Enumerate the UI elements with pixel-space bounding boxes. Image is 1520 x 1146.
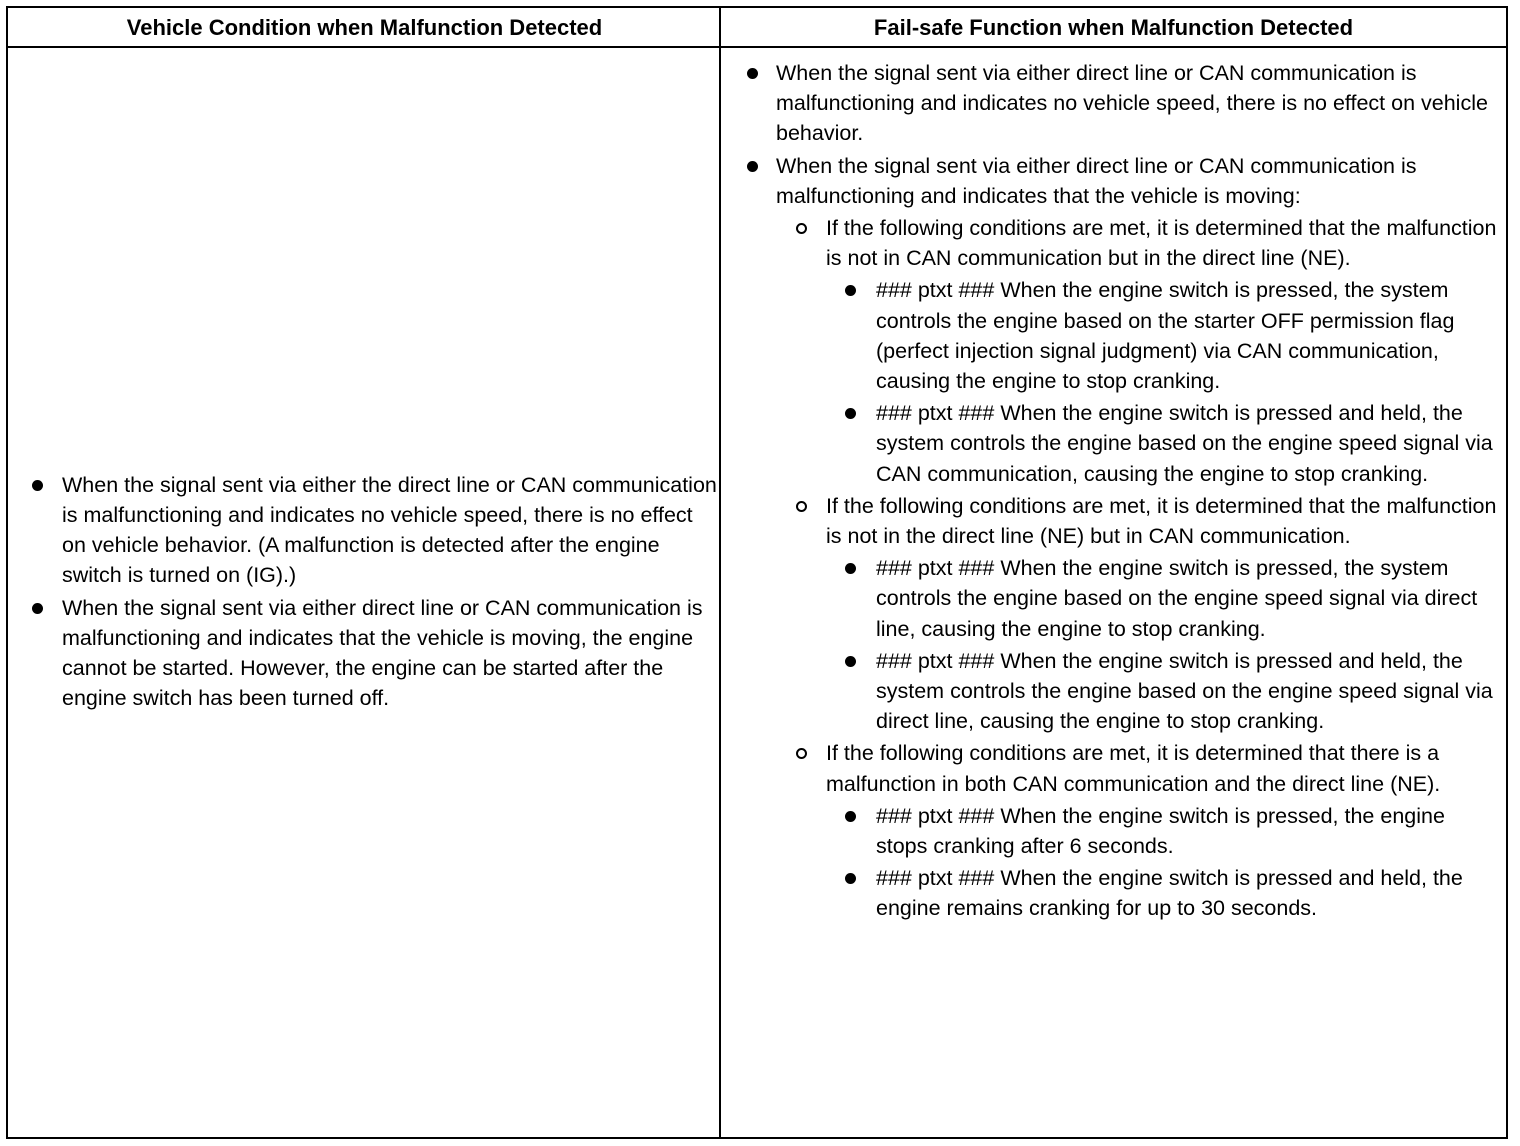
vehicle-condition-cell bbox=[8, 48, 719, 1137]
list-item-text: When the signal sent via either direct line or CAN communication is malfunctioning and indicates that the vehicle is moving, the engine cannot be started. However, the engine can be started after the engine switch has been turned off. bbox=[62, 595, 703, 711]
sub-list-item bbox=[733, 275, 1500, 396]
hollow-bullet-icon bbox=[796, 748, 807, 759]
vehicle-condition-list bbox=[18, 470, 717, 716]
bullet-icon bbox=[845, 563, 856, 574]
sub-list-item-text: ### ptxt ### When the engine switch is pressed, the system controls the engine based on the starter OFF permission flag (perfect injection signal judgment) via CAN communication, causing the engine to stop cranking. bbox=[876, 278, 1455, 394]
list-item-text: When the signal sent via either the direct line or CAN communication is malfunctioning and indicates no vehicle speed, there is no effect on vehicle behavior. (A malfunction is detected after the engine switch is turned on (IG).) bbox=[62, 472, 717, 588]
fail-safe-function-cell bbox=[721, 48, 1506, 926]
sub-list-item-text: ### ptxt ### When the engine switch is pressed and held, the system controls the engine based on the engine speed signal via CAN communication, causing the engine to stop cranking. bbox=[876, 401, 1493, 486]
sub-list-item-text: ### ptxt ### When the engine switch is pressed, the system controls the engine based on the engine speed signal via direct line, causing the engine to stop cranking. bbox=[876, 556, 1478, 641]
condition-text: If the following conditions are met, it is determined that there is a malfunction in both CAN communication and the direct line (NE). bbox=[826, 741, 1441, 796]
bullet-icon bbox=[845, 285, 856, 296]
fail-safe-table bbox=[6, 6, 1508, 1139]
bullet-icon bbox=[747, 68, 758, 79]
bullet-icon bbox=[845, 811, 856, 822]
list-item bbox=[733, 151, 1500, 211]
sub-list-item-text: ### ptxt ### When the engine switch is pressed, the engine stops cranking after 6 seconds. bbox=[876, 803, 1445, 859]
list-item bbox=[733, 58, 1500, 149]
sub-list-item bbox=[733, 398, 1500, 489]
bullet-icon bbox=[747, 161, 758, 172]
list-item-text: When the signal sent via either direct line or CAN communication is malfunctioning and indicates that the vehicle is moving: bbox=[776, 153, 1417, 208]
bullet-icon bbox=[845, 408, 856, 419]
list-item bbox=[18, 470, 717, 591]
bullet-icon bbox=[32, 480, 43, 491]
fail-safe-list bbox=[733, 58, 1500, 924]
condition-text: If the following conditions are met, it is determined that the malfunction is not in the direct line (NE) but in CAN communication. bbox=[826, 493, 1497, 549]
bullet-icon bbox=[845, 656, 856, 667]
condition-item bbox=[733, 213, 1500, 273]
sub-list-item bbox=[733, 646, 1500, 737]
list-item-text: When the signal sent via either direct line or CAN communication is malfunctioning and indicates no vehicle speed, there is no effect on vehicle behavior. bbox=[776, 61, 1488, 146]
bullet-icon bbox=[845, 873, 856, 884]
condition-item bbox=[733, 738, 1500, 798]
hollow-bullet-icon bbox=[796, 223, 807, 234]
condition-text: If the following conditions are met, it is determined that the malfunction is not in CAN communication but in the direct line (NE). bbox=[826, 216, 1497, 271]
sub-list-item bbox=[733, 801, 1500, 861]
list-item bbox=[18, 593, 717, 714]
condition-item bbox=[733, 491, 1500, 551]
sub-list-item-text: ### ptxt ### When the engine switch is pressed and held, the system controls the engine based on the engine speed signal via direct line, causing the engine to stop cranking. bbox=[876, 648, 1493, 734]
header-vehicle-condition: Vehicle Condition when Malfunction Detected bbox=[8, 8, 721, 48]
sub-list-item bbox=[733, 553, 1500, 644]
header-fail-safe-function: Fail-safe Function when Malfunction Detected bbox=[721, 8, 1506, 48]
sub-list-item bbox=[733, 863, 1500, 923]
sub-list-item-text: ### ptxt ### When the engine switch is pressed and held, the engine remains cranking for up to 30 seconds. bbox=[876, 866, 1463, 921]
bullet-icon bbox=[32, 603, 43, 614]
hollow-bullet-icon bbox=[796, 501, 807, 512]
